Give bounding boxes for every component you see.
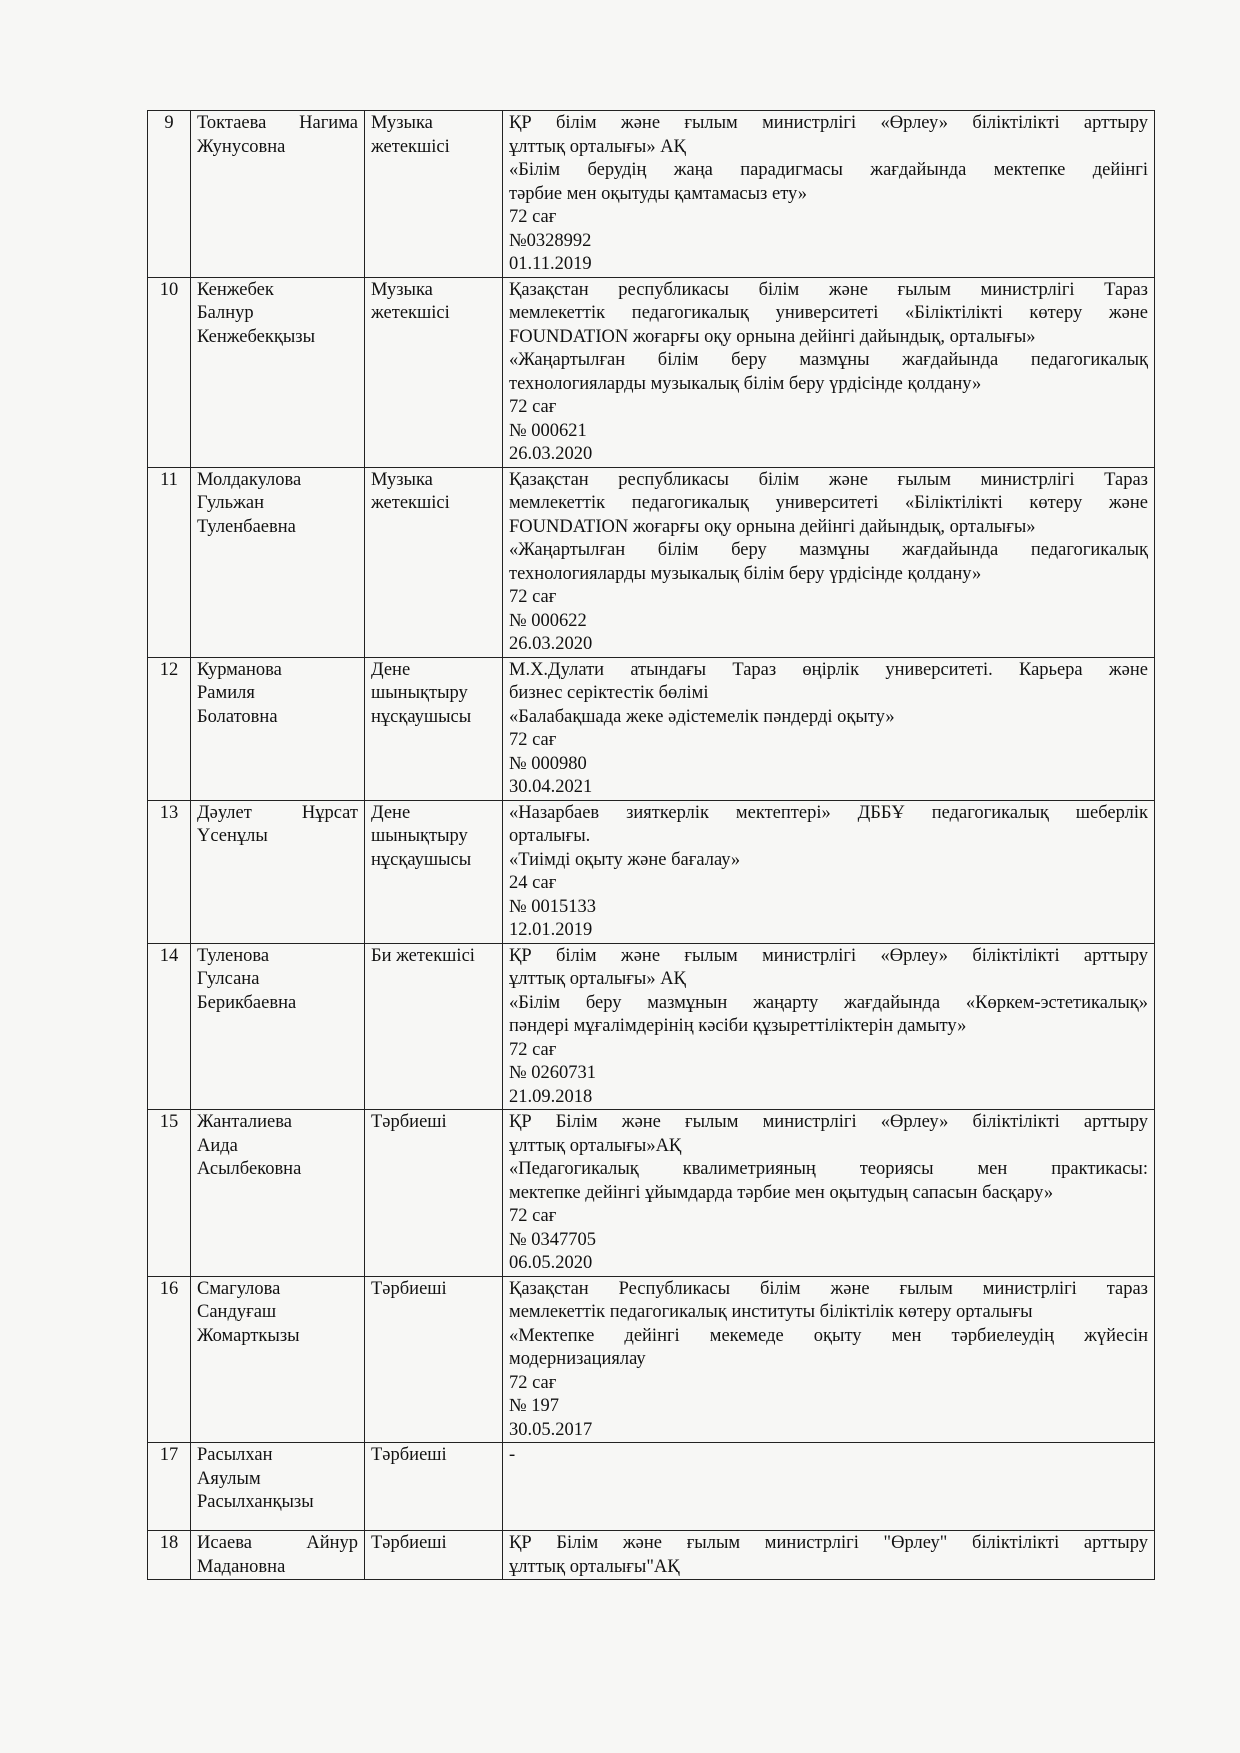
employee-name-line: Расылханқызы: [197, 1492, 314, 1512]
employee-name-line: Үсенұлы: [197, 826, 268, 846]
row-number: 9: [148, 111, 191, 278]
employee-position: [365, 1276, 503, 1443]
course-info-line: № 000980: [509, 753, 587, 774]
course-info-line: мемлекеттік педагогикалық университеті «Біліктілікті көтеру және: [509, 493, 1148, 513]
employee-name-line: Токтаева Нагима: [197, 113, 358, 133]
employee-position-line: Тәрбиеші: [371, 1533, 447, 1553]
course-info-line: № 0347705: [509, 1229, 597, 1250]
course-info-line: «Білім беру мазмұнын жаңарту жағдайында «Көркем-эстетикалық»: [509, 992, 1148, 1013]
employee-position: [365, 943, 503, 1110]
table-row: [148, 1531, 1155, 1580]
employee-name-line: Асылбековна: [197, 1159, 302, 1179]
employee-position-line: Дене: [371, 659, 411, 680]
employee-position-line: нұсқаушысы: [371, 849, 472, 870]
course-info: [503, 1110, 1155, 1277]
employee-name: [191, 943, 365, 1110]
employee-name-line: Исаева Айнур: [197, 1533, 358, 1553]
table-row: [148, 1276, 1155, 1443]
course-info-line: пәндері мұғалімдерінің кәсіби құзыреттіліктерін дамыту»: [509, 1016, 967, 1036]
employee-position-line: Музыка: [371, 469, 433, 490]
employee-position-line: нұсқаушысы: [371, 706, 472, 727]
course-info: [503, 800, 1155, 943]
course-info: [503, 111, 1155, 278]
row-number: 12: [148, 657, 191, 800]
course-info-line: 72 сағ: [509, 587, 557, 607]
employee-name-line: Расылхан: [197, 1445, 273, 1465]
course-info-line: «Тиімді оқыту және бағалау»: [509, 849, 741, 870]
employee-position: [365, 1531, 503, 1580]
employee-name-line: Туленбаевна: [197, 516, 296, 537]
course-info-line: ҚР білім және ғылым министрлігі «Өрлеу» біліктілікті арттыру: [509, 945, 1148, 966]
course-info-line: Қазақстан республикасы білім және ғылым министрлігі Тараз: [509, 279, 1148, 300]
employee-name-line: Кенжебек: [197, 279, 274, 300]
employee-name: [191, 111, 365, 278]
course-info-line: «Жаңартылған білім беру мазмұны жағдайында педагогикалық: [509, 540, 1148, 560]
employee-name: [191, 657, 365, 800]
employee-position: [365, 1443, 503, 1531]
employee-name: [191, 467, 365, 657]
table-row: [148, 943, 1155, 1110]
course-info: [503, 657, 1155, 800]
course-info-line: тәрбие мен оқытуды қамтамасыз ету»: [509, 183, 808, 204]
employee-name-line: Болатовна: [197, 706, 278, 727]
employee-name-line: Балнур: [197, 303, 254, 323]
employee-position: [365, 1110, 503, 1277]
employee-name-line: Берикбаевна: [197, 992, 297, 1013]
employee-name-line: Рамиля: [197, 683, 255, 703]
table-row: [148, 1443, 1155, 1531]
course-info-line: «Балабақшада жеке әдістемелік пәндерді оқыту»: [509, 706, 895, 727]
employee-position-line: жетекшісі: [371, 136, 450, 157]
employee-position-line: шынықтыру: [371, 683, 468, 703]
course-info-line: 01.11.2019: [509, 254, 592, 274]
course-info-line: ҚР білім және ғылым министрлігі «Өрлеу» біліктілікті арттыру: [509, 113, 1148, 133]
row-number: 18: [148, 1531, 191, 1580]
course-info-line: №0328992: [509, 230, 592, 251]
row-number: 13: [148, 800, 191, 943]
course-info-line: 26.03.2020: [509, 444, 593, 464]
course-info-line: ұлттық орталығы"АҚ: [509, 1556, 680, 1577]
course-info-line: № 000621: [509, 420, 587, 441]
employee-position-line: Тәрбиеші: [371, 1445, 447, 1465]
employee-name-line: Курманова: [197, 659, 282, 680]
row-number: 10: [148, 277, 191, 467]
employee-position-line: жетекшісі: [371, 303, 450, 323]
course-info-line: ұлттық орталығы» АҚ: [509, 136, 686, 157]
course-info-line: ұлттық орталығы» АҚ: [509, 969, 686, 989]
course-info-line: мектепке дейінгі ұйымдарда тәрбие мен оқытудың сапасын басқару»: [509, 1182, 1054, 1203]
course-info-line: технологияларды музыкалық білім беру үрдісінде қолдану»: [509, 563, 982, 584]
employee-name-line: Гулсана: [197, 969, 260, 989]
employee-position: [365, 657, 503, 800]
employee-name: [191, 1276, 365, 1443]
table-row: [148, 467, 1155, 657]
course-info-line: «Педагогикалық квалиметрияның теориясы мен практикасы:: [509, 1159, 1148, 1179]
course-info-line: FOUNDATION жоғарғы оқу орнына дейінгі дайындық, орталығы»: [509, 516, 1036, 537]
employee-name: [191, 800, 365, 943]
employee-position-line: шынықтыру: [371, 826, 468, 846]
course-info-line: 12.01.2019: [509, 920, 593, 940]
course-info: [503, 277, 1155, 467]
employee-position-line: Музыка: [371, 113, 433, 133]
employee-name-line: Аяулым: [197, 1468, 261, 1489]
course-info-line: 72 сағ: [509, 730, 557, 750]
employee-name-line: Аида: [197, 1135, 238, 1156]
course-info-line: 24 сағ: [509, 873, 557, 893]
course-info-line: 06.05.2020: [509, 1253, 593, 1273]
employee-position: [365, 111, 503, 278]
course-info-line: мемлекеттік педагогикалық университеті «Біліктілікті көтеру және: [509, 303, 1148, 323]
employee-name: [191, 277, 365, 467]
employee-position-line: Тәрбиеші: [371, 1278, 447, 1299]
row-number: 17: [148, 1443, 191, 1531]
course-info-line: 26.03.2020: [509, 634, 593, 654]
course-info-line: «Жаңартылған білім беру мазмұны жағдайында педагогикалық: [509, 350, 1148, 370]
course-info-line: 72 сағ: [509, 207, 557, 227]
course-info: [503, 467, 1155, 657]
table-row: [148, 657, 1155, 800]
course-info-line: FOUNDATION жоғарғы оқу орнына дейінгі дайындық, орталығы»: [509, 326, 1036, 347]
course-info-line: орталығы.: [509, 826, 591, 846]
course-info: [503, 1276, 1155, 1443]
course-info-line: бизнес серіктестік бөлімі: [509, 683, 709, 703]
employee-name-line: Жунусовна: [197, 136, 286, 157]
course-info-line: Қазақстан республикасы білім және ғылым министрлігі Тараз: [509, 469, 1148, 490]
employee-name: [191, 1443, 365, 1531]
employee-name-line: Молдакулова: [197, 469, 302, 490]
employee-name: [191, 1531, 365, 1580]
employee-position-line: Музыка: [371, 279, 433, 300]
course-info-line: «Назарбаев зияткерлік мектептері» ДББҰ педагогикалық шеберлік: [509, 802, 1148, 823]
course-info-line: «Мектепке дейінгі мекемеде оқыту мен тәрбиелеудің жүйесін: [509, 1325, 1148, 1346]
course-info-line: № 0260731: [509, 1063, 597, 1083]
employee-name-line: Мадановна: [197, 1556, 286, 1577]
course-info: [503, 943, 1155, 1110]
employee-position-line: жетекшісі: [371, 493, 450, 513]
course-info-line: мемлекеттік педагогикалық институты біліктілік көтеру орталығы: [509, 1302, 1033, 1322]
course-info-line: 72 сағ: [509, 397, 557, 417]
table-row: [148, 800, 1155, 943]
course-info-line: 72 сағ: [509, 1206, 557, 1226]
employee-position-line: Тәрбиеші: [371, 1112, 447, 1132]
employee-name-line: Сандуғаш: [197, 1302, 277, 1322]
employee-name-line: Дәулет Нұрсат: [197, 802, 358, 823]
employee-position: [365, 277, 503, 467]
course-info-line: модернизациялау: [509, 1349, 646, 1369]
table-row: [148, 1110, 1155, 1277]
employee-name-line: Гульжан: [197, 493, 264, 513]
employee-name-line: Жомарткызы: [197, 1325, 300, 1346]
row-number: 15: [148, 1110, 191, 1277]
course-info-line: 30.04.2021: [509, 777, 593, 797]
course-info-line: технологияларды музыкалық білім беру үрдісінде қолдану»: [509, 373, 982, 394]
employee-position-line: Би жетекшісі: [371, 945, 475, 966]
course-info-line: «Білім берудің жаңа парадигмасы жағдайында мектепке дейінгі: [509, 160, 1148, 180]
course-info-line: 30.05.2017: [509, 1419, 593, 1440]
course-info-line: ҚР Білім және ғылым министрлігі «Өрлеу» біліктілікті арттыру: [509, 1112, 1148, 1132]
employee-name: [191, 1110, 365, 1277]
course-info: [503, 1443, 1155, 1531]
course-info-line: Қазақстан Республикасы білім және ғылым министрлігі тараз: [509, 1278, 1148, 1299]
employee-position-line: Дене: [371, 802, 411, 823]
row-number: 16: [148, 1276, 191, 1443]
employee-position: [365, 467, 503, 657]
table-body: [148, 111, 1155, 1580]
course-info-line: ҚР Білім және ғылым министрлігі "Өрлеу" біліктілікті арттыру: [509, 1533, 1148, 1553]
course-info-line: 72 сағ: [509, 1372, 557, 1393]
course-info-line: М.Х.Дулати атындағы Тараз өңірлік университеті. Карьера және: [509, 659, 1148, 680]
course-info-line: ұлттық орталығы»АҚ: [509, 1135, 682, 1156]
row-number: 14: [148, 943, 191, 1110]
course-info: [503, 1531, 1155, 1580]
table-row: [148, 111, 1155, 278]
employee-name-line: Жанталиева: [197, 1112, 292, 1132]
course-info-line: № 197: [509, 1396, 560, 1416]
employee-position: [365, 800, 503, 943]
employee-name-line: Туленова: [197, 945, 270, 966]
employee-name-line: Кенжебекқызы: [197, 326, 316, 347]
course-info-line: -: [509, 1445, 516, 1465]
course-info-line: № 0015133: [509, 896, 597, 917]
table-row: [148, 277, 1155, 467]
course-info-line: 21.09.2018: [509, 1086, 593, 1107]
course-info-line: 72 сағ: [509, 1039, 557, 1060]
row-number: 11: [148, 467, 191, 657]
training-table: [147, 110, 1155, 1580]
course-info-line: № 000622: [509, 610, 587, 631]
employee-name-line: Смагулова: [197, 1278, 281, 1299]
